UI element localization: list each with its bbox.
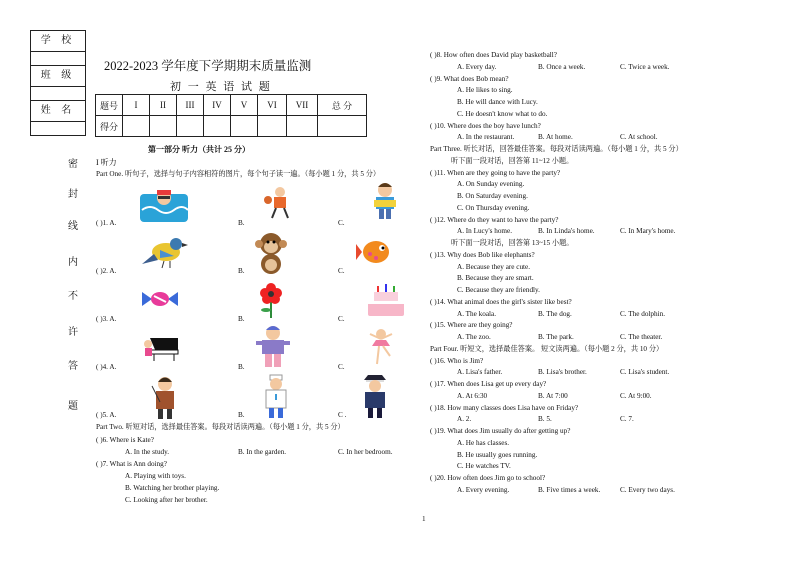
name-label: 姓 名 bbox=[31, 101, 85, 122]
option-c-label: C. bbox=[338, 267, 345, 275]
bird-icon bbox=[140, 232, 192, 272]
sub-instruction: 听下面一段对话，回答第 11~12 小题。 bbox=[451, 156, 574, 165]
answer-option[interactable]: B. Watching her brother playing. bbox=[125, 484, 220, 492]
score-col-5: V bbox=[231, 95, 258, 116]
score-col-4: IV bbox=[204, 95, 231, 116]
score-table-header-label: 题号 bbox=[96, 95, 123, 116]
answer-option[interactable]: C. At school. bbox=[620, 133, 658, 142]
score-cell[interactable] bbox=[150, 116, 177, 137]
answer-option[interactable]: B. At 7:00 bbox=[538, 391, 568, 400]
score-cell[interactable] bbox=[318, 116, 367, 137]
school-label: 学 校 bbox=[31, 31, 85, 52]
answer-option[interactable]: A. The koala. bbox=[457, 309, 496, 318]
school-field[interactable] bbox=[31, 52, 85, 66]
seal-char: 许 bbox=[68, 327, 78, 338]
option-b-label: B. bbox=[238, 219, 245, 227]
option-c-label: C . bbox=[338, 411, 347, 419]
section-one-title: 第一部分 听力（共计 25 分） bbox=[148, 145, 250, 154]
question-text: ( )11. When are they going to have the party? bbox=[430, 168, 561, 177]
answer-option[interactable]: B. At home. bbox=[538, 133, 573, 142]
answer-option[interactable]: A. In the study. bbox=[125, 448, 170, 456]
part-one-instructions: Part One. 听句子，选择与句子内容相符的图片，每个句子读一遍。（每小题 1 分，共 5 分） bbox=[96, 170, 381, 178]
answer-option[interactable]: C. At 9:00. bbox=[620, 391, 652, 400]
answer-option[interactable]: B. Lisa's brother. bbox=[538, 368, 587, 377]
score-col-3: III bbox=[177, 95, 204, 116]
page-number: 1 bbox=[422, 515, 426, 523]
answer-option[interactable]: C. The theater. bbox=[620, 333, 663, 341]
seal-char: 线 bbox=[68, 221, 78, 232]
question-number[interactable]: ( )3. A. bbox=[96, 315, 117, 323]
seal-char: 答 bbox=[68, 361, 78, 372]
cake-icon bbox=[364, 282, 408, 320]
answer-option[interactable]: C. He doesn't know what to do. bbox=[457, 109, 548, 118]
score-col-2: II bbox=[150, 95, 177, 116]
answer-option[interactable]: B. Five times a week. bbox=[538, 485, 601, 494]
exam-subtitle: 初 一 英 语 试 题 bbox=[170, 81, 272, 93]
answer-option[interactable]: C. Every two days. bbox=[620, 485, 675, 494]
question-text: ( )10. Where does the boy have lunch? bbox=[430, 121, 541, 130]
question-number[interactable]: ( )1. A. bbox=[96, 219, 117, 227]
piano-icon bbox=[142, 334, 182, 362]
answer-option[interactable]: A. The zoo. bbox=[457, 333, 491, 341]
answer-option[interactable]: A. At 6:30 bbox=[457, 391, 488, 400]
answer-option[interactable]: C. Lisa's student. bbox=[620, 368, 670, 377]
score-col-total: 总 分 bbox=[318, 95, 367, 116]
answer-option[interactable]: A. On Sunday evening. bbox=[457, 180, 525, 189]
answer-option[interactable]: B. On Saturday evening. bbox=[457, 192, 528, 200]
part-instructions: Part Three. 听长对话，回答最佳答案。每段对话读两遍。（每小题 1 分，共 5 分） bbox=[430, 145, 683, 153]
option-c-label: C. bbox=[338, 363, 345, 371]
score-table-score-label: 得分 bbox=[96, 116, 123, 137]
answer-option[interactable]: A. In Lucy's home. bbox=[457, 227, 512, 236]
seal-char: 密 bbox=[68, 159, 78, 170]
flower-icon bbox=[256, 280, 286, 320]
answer-option[interactable]: B. He usually goes running. bbox=[457, 450, 538, 459]
answer-option[interactable]: A. 2. bbox=[457, 415, 472, 424]
score-cell[interactable] bbox=[177, 116, 204, 137]
exam-title: 2022-2023 学年度下学期期末质量监测 bbox=[104, 59, 312, 73]
answer-option[interactable]: B. Because they are smart. bbox=[457, 274, 534, 283]
doctor-icon bbox=[262, 374, 290, 420]
answer-option[interactable]: A. Playing with toys. bbox=[125, 472, 186, 480]
score-cell[interactable] bbox=[231, 116, 258, 137]
option-c-label: C. bbox=[338, 219, 345, 227]
answer-option[interactable]: C. In her bedroom. bbox=[338, 448, 393, 456]
answer-option[interactable]: C. Twice a week. bbox=[620, 62, 670, 71]
answer-option[interactable]: A. He has classes. bbox=[457, 438, 510, 447]
answer-option[interactable]: A. Every day. bbox=[457, 62, 497, 71]
option-b-label: B. bbox=[238, 267, 245, 275]
question-text: ( )14. What animal does the girl's sister like best? bbox=[430, 297, 572, 306]
monkey-icon bbox=[250, 230, 292, 276]
question-text: ( )12. Where do they want to have the party? bbox=[430, 215, 559, 224]
answer-option[interactable]: A. Because they are cute. bbox=[457, 262, 531, 271]
answer-option[interactable]: A. Lisa's father. bbox=[457, 368, 503, 377]
answer-option[interactable]: A. He likes to sing. bbox=[457, 86, 513, 95]
question-text: ( )16. Who is Jim? bbox=[430, 356, 484, 365]
option-b-label: B. bbox=[238, 411, 245, 419]
candy-icon bbox=[140, 286, 180, 312]
seal-char: 内 bbox=[68, 257, 78, 268]
seal-char: 不 bbox=[68, 291, 78, 302]
option-b-label: B. bbox=[238, 363, 245, 371]
swimming-icon bbox=[138, 180, 190, 224]
question-text: ( )18. How many classes does Lisa have on Friday? bbox=[430, 403, 579, 412]
sub-instruction: 听下面一段对话，回答第 13~15 小题。 bbox=[451, 239, 574, 247]
seal-char: 题 bbox=[68, 401, 78, 412]
question-text: ( )15. Where are they going? bbox=[430, 321, 513, 330]
answer-option[interactable]: B. Once a week. bbox=[538, 62, 586, 71]
kid-icon bbox=[254, 324, 292, 370]
score-col-6: VI bbox=[258, 95, 287, 116]
question-text: ( )13. Why does Bob like elephants? bbox=[430, 250, 535, 259]
option-c-label: C. bbox=[338, 315, 345, 323]
answer-option[interactable]: B. 5. bbox=[538, 415, 552, 424]
reading-icon bbox=[370, 182, 400, 222]
score-cell[interactable] bbox=[204, 116, 231, 137]
question-number[interactable]: ( )4. A. bbox=[96, 363, 117, 371]
answer-option[interactable]: C. The dolphin. bbox=[620, 309, 665, 318]
question-text: ( )19. What does Jim usually do after getting up? bbox=[430, 427, 571, 435]
answer-option[interactable]: C. In Mary's home. bbox=[620, 227, 676, 236]
listening-heading: I 听力 bbox=[96, 158, 117, 167]
question-number[interactable]: ( )2. A. bbox=[96, 267, 117, 275]
class-field[interactable] bbox=[31, 87, 85, 101]
dancer-icon bbox=[366, 328, 396, 368]
question-text: ( )8. How often does David play basketball? bbox=[430, 51, 557, 59]
question-text: ( )9. What does Bob mean? bbox=[430, 74, 509, 83]
fish-icon bbox=[356, 232, 396, 272]
question-text: ( )6. Where is Kate? bbox=[96, 436, 154, 444]
basketball-icon bbox=[262, 186, 292, 220]
student-info-box bbox=[30, 30, 86, 136]
question-number[interactable]: ( )5. A. bbox=[96, 411, 117, 419]
option-b-label: B. bbox=[238, 315, 245, 323]
answer-option[interactable]: C. He watches TV. bbox=[457, 462, 511, 471]
score-table bbox=[95, 94, 367, 137]
score-cell[interactable] bbox=[123, 116, 150, 137]
question-text: ( )20. How often does Jim go to school? bbox=[430, 474, 546, 482]
part-instructions: Part Four. 听短文，选择最佳答案。 短文读两遍。（每小题 2 分，共 10 分） bbox=[430, 344, 664, 353]
answer-option[interactable]: B. The park. bbox=[538, 333, 574, 341]
answer-option[interactable]: C. On Thursday evening. bbox=[457, 203, 530, 212]
class-label: 班 级 bbox=[31, 66, 85, 87]
answer-option[interactable]: A. In the restaurant. bbox=[457, 133, 515, 142]
answer-option[interactable]: B. The dog. bbox=[538, 309, 572, 318]
answer-option[interactable]: A. Every evening. bbox=[457, 485, 510, 494]
part-two-instructions: Part Two. 听短对话，选择最佳答案。每段对话读两遍。（每小题 1 分，共 5 分） bbox=[96, 423, 345, 431]
seal-char: 封 bbox=[68, 189, 78, 200]
answer-option[interactable]: C. Because they are friendly. bbox=[457, 286, 540, 294]
score-col-1: I bbox=[123, 95, 150, 116]
question-text: ( )7. What is Ann doing? bbox=[96, 460, 167, 468]
answer-option[interactable]: B. In the garden. bbox=[238, 448, 287, 456]
answer-option[interactable]: B. In Linda's home. bbox=[538, 227, 595, 236]
question-text: ( )17. When does Lisa get up every day? bbox=[430, 380, 547, 388]
score-col-7: VII bbox=[287, 95, 318, 116]
name-field[interactable] bbox=[31, 122, 85, 135]
score-cell[interactable] bbox=[287, 116, 318, 137]
police-icon bbox=[360, 374, 390, 420]
teacher-icon bbox=[150, 376, 180, 420]
answer-option[interactable]: C. 7. bbox=[620, 415, 634, 424]
score-cell[interactable] bbox=[258, 116, 287, 137]
answer-option[interactable]: C. Looking after her brother. bbox=[125, 496, 208, 504]
answer-option[interactable]: B. He will dance with Lucy. bbox=[457, 98, 538, 106]
